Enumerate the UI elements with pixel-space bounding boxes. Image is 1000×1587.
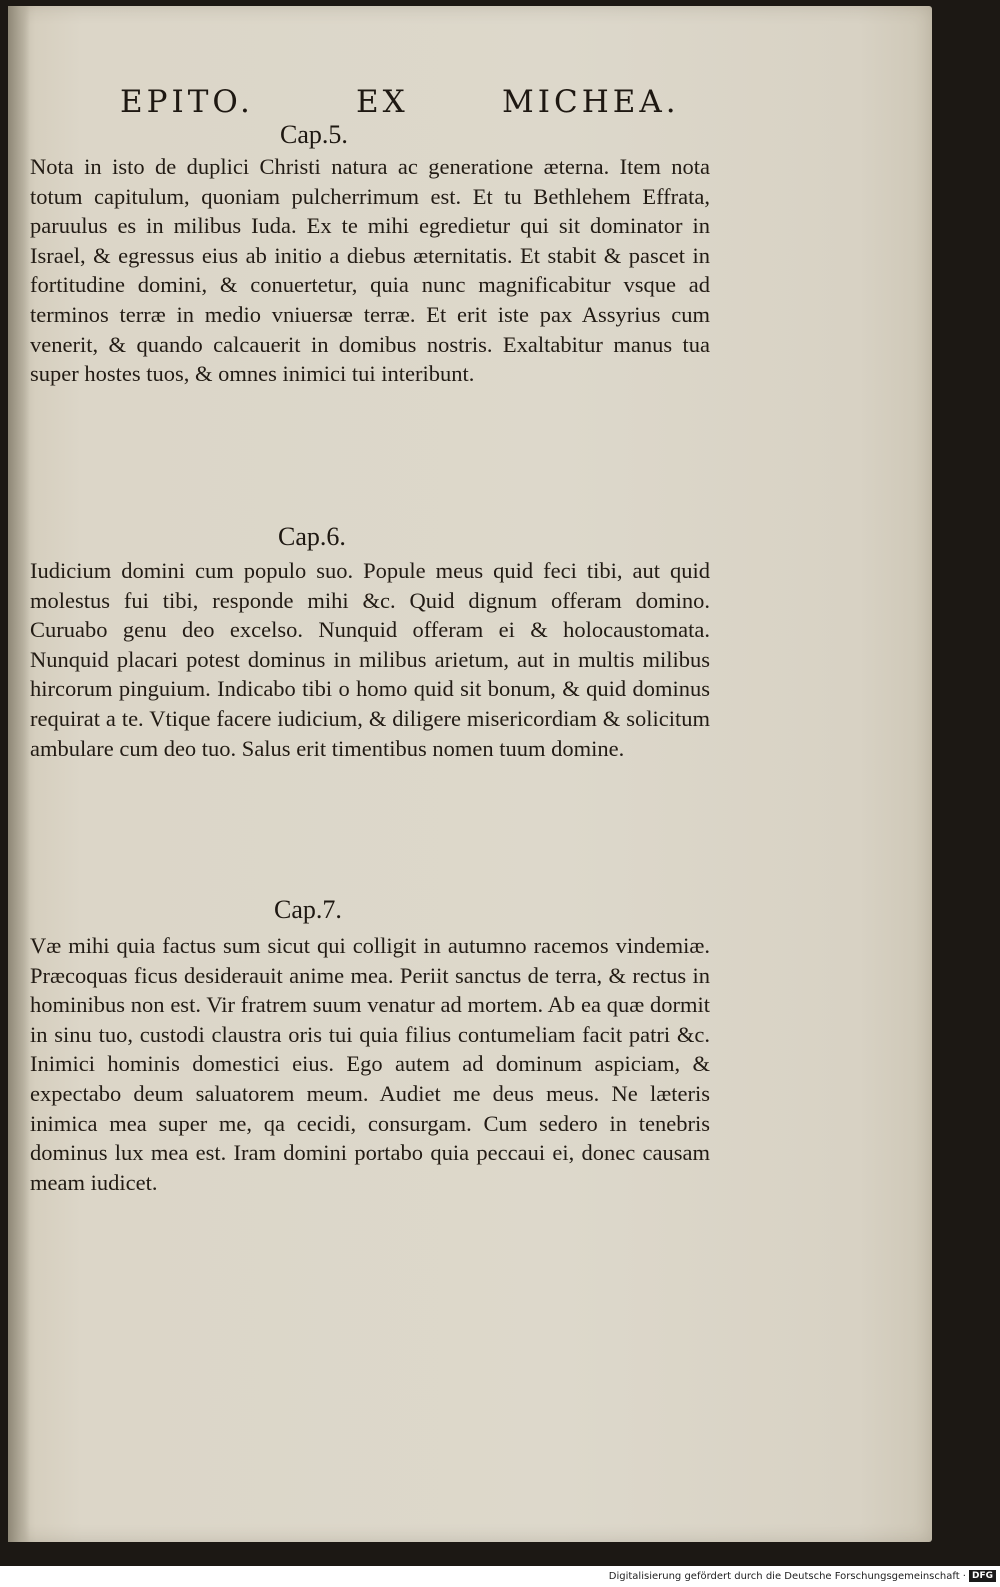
running-head-left: EPITO. [120,84,254,120]
chapter-text-6: Iudicium domini cum populo suo. Popule meus quid feci tibi, aut quid molestus fui tibi, responde mihi &c. Quid dignum offeram domino. Curuabo genu deo excelso. Nunquid offeram ei & holocaustomata. Nunquid placari potest dominus in milibus arietum, aut in multis milibus hircorum pinguium. Indicabo tibi o homo quid sit bonum, & quid dominus requirat a te. Vtique facere iudicium, & diligere misericordiam & solicitum ambulare cum deo tuo. Salus erit timentibus nomen tuum domine. [30,558,710,761]
running-head [120,84,680,128]
chapter-text-7: Væ mihi quia factus sum sicut qui colligit in autumno racemos vindemiæ. Præcoquas ficus desiderauit anime mea. Periit sanctus de terra, & rectus in hominibus non est. Vir fratrem suum venatur ad mortem. Ab ea quæ dormit in sinu tuo, custodi claustra oris tui quia filius contumeliam facit patri &c. Inimici hominis domestici eius. Ego autem ad dominum aspiciam, & expectabo deum saluatorem meum. Audiet me deus meus. Ne læteris inimica mea super me, qa cecidi, consurgam. Cum sedero in tenebris dominus lux mea est. Iram domini portabo quia peccaui ei, donec causam meam iudicet. [30,933,710,1195]
book-page [8,6,932,1542]
chapter-heading-7: Cap.7. [274,895,342,924]
running-head-right: MICHEA. [502,84,680,120]
digitization-credit [609,1570,996,1582]
chapter-heading-5: Cap.5. [280,120,348,149]
running-head-center: EX [356,84,409,120]
chapter-text-5: Nota in isto de duplici Christi natura ac generatione æterna. Item nota totum capitulum, quoniam pulcherrimum est. Et tu Bethlehem Effrata, paruulus es in milibus Iuda. Ex te mihi egredietur qui sit dominator in Israel, & egressus eius ab initio a diebus æternitatis. Et stabit & pascet in fortitudine domini, & conuertetur, quia nunc magnificabitur vsque ad terminos terræ in medio vniuersæ terræ. Et erit iste pax Assyrius cum venerit, & quando calcauerit in domibus nostris. Exaltabitur manus tua super hostes tuos, & omnes inimici tui interibunt. [30,154,710,387]
dfg-logo: DFG [969,1570,996,1582]
page-spine-shadow [8,6,30,1542]
chapter-heading-6: Cap.6. [278,522,346,551]
credit-text: Digitalisierung gefördert durch die Deutsche Forschungsgemeinschaft · [608,1571,966,1582]
